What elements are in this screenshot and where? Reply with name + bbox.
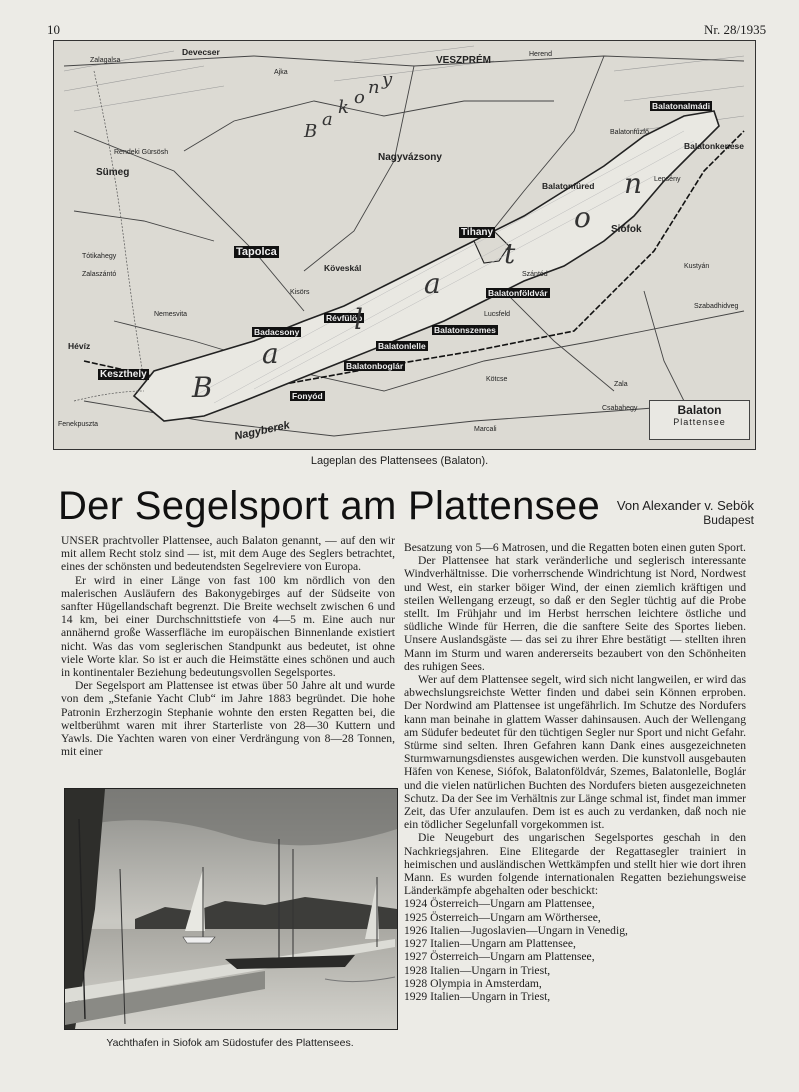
map-place-kisors: Kisörs <box>290 289 310 296</box>
page-number: 10 <box>47 22 60 37</box>
map-place-balatonlelle: Balatonlelle <box>378 341 426 351</box>
article-paragraph: UNSER prachtvoller Plattensee, auch Balaton genannt, — auf den wir mit allem Recht stolz sind — ist, mit dem Auge des Seglers betrachtet, eines der schönsten und bedeutendsten Segelreviere von Europa. <box>61 534 395 574</box>
map-place-totikahegy: Tótikahegy <box>82 253 117 260</box>
map-letter: k <box>338 97 349 118</box>
map-place-tihany: Tihany <box>461 227 494 238</box>
article-paragraph: Er wird in einer Länge von fast 100 km nördlich von den malerischen Ausläufern des Bakonygebirges auf der Südseite von sanfter Hügellandschaft begrenzt. Die Breite wechselt zwischen 6 und 14 km, bei einer Durchschnittstiefe von 4—5 m. Eine auch nur annähernd große Wasserfläche im europäischen Binnenlande existiert nicht. Was das vom seglerischen Standpunkt aus bedeutet, ist ohne viele Worte klar. So ist er auch die Heimstätte eines schönen und auch in kontinentaler Beziehung bedeutungsvollen Segelsportes. <box>61 573 395 680</box>
map-place-kustyan: Kustyán <box>684 263 710 270</box>
map-place-balatonszemes: Balatonszemes <box>434 325 496 335</box>
byline <box>617 498 754 528</box>
map-place-zalaszanto: Zalaszántó <box>82 271 117 278</box>
map-place-balatonfoldvar: Balatonföldvár <box>488 288 548 298</box>
map-letter: a <box>322 109 333 130</box>
regatta-item: 1928 Olympia in Amsterdam, <box>404 976 542 990</box>
article-title: Der Segelsport am Plattensee <box>58 484 601 528</box>
map-letter: y <box>382 69 393 90</box>
article-column-left <box>61 534 395 758</box>
map-place-tapolca: Tapolca <box>236 246 277 258</box>
article-paragraph: Die Neugeburt des ungarischen Segelsportes geschah in den Nachkriegsjahren. Eine Elitegarde der Regattasegler trainiert in heimischen und ausländischen Wettkämpfen und stellt hier wie dort ihren Mann. Es wurden folgende internationalen Regatten beziehungsweise Länderkämpfe abgehalten oder beschickt: <box>404 831 746 898</box>
map-place-ajka: Ajka <box>274 69 288 76</box>
map-place-csabahegy: Csabahegy <box>602 405 638 412</box>
map-place-szabadhidveg: Szabadhidveg <box>694 303 739 310</box>
map-place-szantod: Szántód <box>522 271 548 278</box>
map-place-rendeki: Rendeki Gürsösh <box>114 149 169 156</box>
regatta-item: 1926 Italien—Jugoslavien—Ungarn in Venedig, <box>404 923 628 937</box>
map-place-heviz: Hévíz <box>68 341 91 351</box>
map-caption: Lageplan des Plattensees (Balaton). <box>310 455 489 467</box>
map-letter: l <box>354 303 363 336</box>
map-letter: n <box>624 167 643 200</box>
article-paragraph: Besatzung von 5—6 Matrosen, und die Regatten boten einen guten Sport. <box>404 541 746 554</box>
map-place-lepseny: Lepsény <box>654 176 681 183</box>
map-place-lucsfeld: Lucsfeld <box>484 311 511 318</box>
map-place-sumeg: Sümeg <box>96 167 130 178</box>
map-letter: n <box>368 77 380 98</box>
article-paragraph: Der Segelsport am Plattensee ist etwas über 50 Jahre alt und wurde von dem „Stefanie Yacht Club“ im Jahre 1883 begründet. Die hohe Patronin Erzherzogin Stephanie wohnte den ersten Regatten bei, die weltberühmt waren mit ihrer Starterliste von 28—30 Kuttern und Yawls. Die Yachten waren von einer Verdrängung von 8—28 Tonnen, mit einer <box>61 679 395 759</box>
map-place-nagyvazsony: Nagyvázsony <box>378 152 442 163</box>
article-paragraph: Der Plattensee hat stark veränderliche und seglerisch interessante Windverhältnisse. Die vorherrschende Windrichtung ist Nord, Nordwest und West, ein starker böiger Wind, der einen ziemlich kräftigen und steilen Wellengang erzeugt, so daß er den Segler tüchtig auf die Probe stellt. Im Frühjahr und im Herbst herrschen leichtere östliche und südliche Winde für Herren, die die sanftere Seite des Sportes lieben. Unsere Auslandsgäste — das sei zu ihrer Ehre bestätigt — stellten ihren Mann im Sturm und waren andererseits bezaubert von den Schönheiten des ruhigen Sees. <box>404 554 746 673</box>
map-place-koveskal: Köveskál <box>324 263 362 273</box>
regatta-item: 1928 Italien—Ungarn in Triest, <box>404 963 551 977</box>
map-letter: B <box>304 121 318 142</box>
map-place-badacsony: Badacsony <box>254 327 300 337</box>
author-name: Von Alexander v. Sebök <box>616 498 754 513</box>
article-paragraph: Wer auf dem Plattensee segelt, wird sich nicht langweilen, er wird das abwechslungsreichste Wetter finden und dabei sein Können erproben. Der Nordwind am Plattensee ist ungefährlich. Im Schutze des Nordufers kann man beinahe in glattem Wasser dahinsausen. Auch der Wellengang am Südufer bedeutet für den tüchtigen Segler nur Sport und nicht Gefahr. Stürme sind selten. Ihren Gefahren kann Dank eines ausgezeichneten Sturmwarnungsdienstes ausgewichen werden. Die kunstvoll ausgebauten Häfen von Kenese, Siófok, Balatonföldvár, Szemes, Balatonlelle, Boglár und die vielen natürlichen Buchten des Nordufers bieten ausgezeichneten Schutz. Da der See im Verhältnis zur Länge schmal ist, findet man immer Zeit, das Ufer anzulaufen. Dem ist es auch zu verdanken, daß noch nie ein tödlicher Segelunfall vorgekommen ist. <box>404 673 746 832</box>
regatta-item: 1924 Österreich—Ungarn am Plattensee, <box>404 897 595 911</box>
map-place-herend: Herend <box>529 51 552 58</box>
map-place-fenekpuszta: Fenekpuszta <box>58 421 99 428</box>
map-place-balatonfured: Balatonfüred <box>542 181 595 191</box>
map-place-veszprem: VESZPRÉM <box>436 55 492 66</box>
map-place-zalagalsa: Zalagalsa <box>90 57 121 64</box>
map-place-keszthely: Keszthely <box>100 369 147 380</box>
map-letter: B <box>192 371 213 404</box>
regatta-item: 1927 Italien—Ungarn am Plattensee, <box>404 937 576 951</box>
map-letter: a <box>424 267 441 300</box>
map-place-siofok: Siófok <box>611 224 642 235</box>
author-city: Budapest <box>703 513 754 527</box>
photo-drawing <box>65 789 397 1029</box>
map-letter: o <box>574 201 591 234</box>
regatta-item: 1927 Österreich—Ungarn am Plattensee, <box>404 950 595 964</box>
regatta-list <box>404 897 746 1003</box>
map-letter: a <box>262 337 279 370</box>
map-place-balatonalmadi: Balatonalmádi <box>652 101 711 111</box>
map-place-kotcse: Kötcse <box>486 376 508 383</box>
map-legend <box>649 400 750 440</box>
issue-number: Nr. 28/1935 <box>704 22 767 37</box>
map-place-balatonboglar: Balatonboglár <box>346 361 404 371</box>
article-column-right <box>404 541 746 1003</box>
harbor-photo <box>64 788 398 1030</box>
map-place-zala: Zala <box>614 381 628 388</box>
map-place-nagyberek: Nagyberek <box>233 419 291 443</box>
lake-balaton-map <box>53 40 756 450</box>
legend-title: Balaton <box>677 403 722 417</box>
photo-caption: Yachthafen in Siofok am Südostufer des Plattensees. <box>106 1037 354 1049</box>
map-place-marcali: Marcali <box>474 426 497 433</box>
map-place-nemesvita: Nemesvita <box>154 311 188 318</box>
map-place-balatonkenese: Balatonkenese <box>684 141 744 151</box>
regatta-item: 1929 Italien—Ungarn in Triest, <box>404 989 551 1003</box>
map-place-devecser: Devecser <box>182 47 220 57</box>
map-place-fonyod: Fonyód <box>292 391 323 401</box>
map-place-revfulop: Révfülöp <box>326 313 363 323</box>
map-letter: o <box>354 87 365 108</box>
legend-subtitle: Plattensee <box>673 417 726 427</box>
regatta-item: 1925 Österreich—Ungarn am Wörthersee, <box>404 910 601 924</box>
map-place-balatonfuzfo: Balatonfűzfő <box>610 129 649 136</box>
map-letter: t <box>504 237 516 270</box>
